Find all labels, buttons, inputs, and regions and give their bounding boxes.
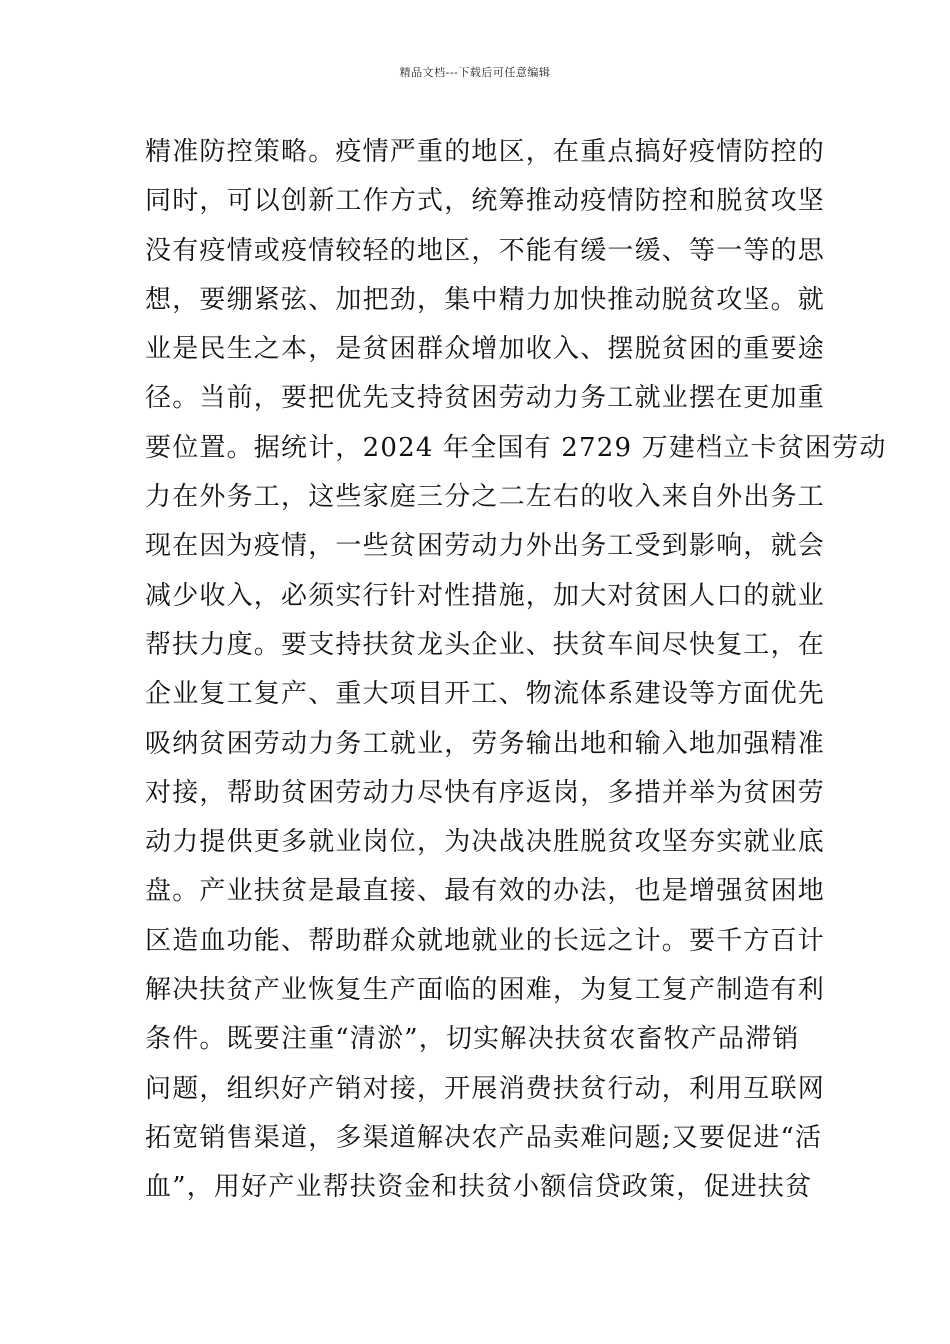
- text-line: 现在因为疫情，一些贫困劳动力外出务工受到影响，就会: [145, 531, 826, 562]
- text-line: 减少收入，必须实行针对性措施，加大对贫困人口的就业: [145, 580, 826, 611]
- text-line: 区造血功能、帮助群众就地就业的长远之计。要千方百计: [145, 925, 826, 956]
- text-line: 问题，组织好产销对接，开展消费扶贫行动，利用互联网: [145, 1073, 826, 1104]
- text-line: 动力提供更多就业岗位，为决战决胜脱贫攻坚夯实就业底: [145, 827, 826, 858]
- text-line: 要位置。据统计，2024 年全国有 2729 万建档立卡贫困劳动: [145, 432, 887, 463]
- text-line: 力在外务工，这些家庭三分之二左右的收入来自外出务工: [145, 482, 826, 513]
- text-line: 径。当前，要把优先支持贫困劳动力务工就业摆在更加重: [145, 383, 826, 414]
- text-line: 帮扶力度。要支持扶贫龙头企业、扶贫车间尽快复工，在: [145, 629, 826, 660]
- text-line: 吸纳贫困劳动力务工就业，劳务输出地和输入地加强精准: [145, 728, 826, 759]
- text-line: 精准防控策略。疫情严重的地区，在重点搞好疫情防控的: [145, 137, 826, 167]
- text-line: 业是民生之本，是贫困群众增加收入、摆脱贫困的重要途: [145, 334, 826, 365]
- text-line: 血”，用好产业帮扶资金和扶贫小额信贷政策，促进扶贫: [145, 1172, 813, 1203]
- text-line: 对接，帮助贫困劳动力尽快有序返岗，多措并举为贫困劳: [145, 777, 826, 808]
- text-line: 企业复工复产、重大项目开工、物流体系建设等方面优先: [145, 679, 826, 710]
- text-line: 条件。既要注重“清淤”，切实解决扶贫农畜牧产品滞销: [145, 1024, 800, 1055]
- text-line: 拓宽销售渠道，多渠道解决农产品卖难问题;又要促进“活: [145, 1122, 823, 1153]
- text-line: 没有疫情或疫情较轻的地区，不能有缓一缓、等一等的思: [145, 235, 826, 266]
- text-line: 同时，可以创新工作方式，统筹推动疫情防控和脱贫攻坚: [145, 186, 826, 217]
- body-text: [145, 128, 887, 1213]
- text-line: 想，要绷紧弦、加把劲，集中精力加快推动脱贫攻坚。就: [145, 284, 826, 315]
- page-header: 精品文档---下载后可任意编辑: [399, 66, 551, 79]
- text-line: 盘。产业扶贫是最直接、最有效的办法，也是增强贫困地: [145, 876, 826, 907]
- text-line: 解决扶贫产业恢复生产面临的困难，为复工复产制造有利: [145, 975, 826, 1006]
